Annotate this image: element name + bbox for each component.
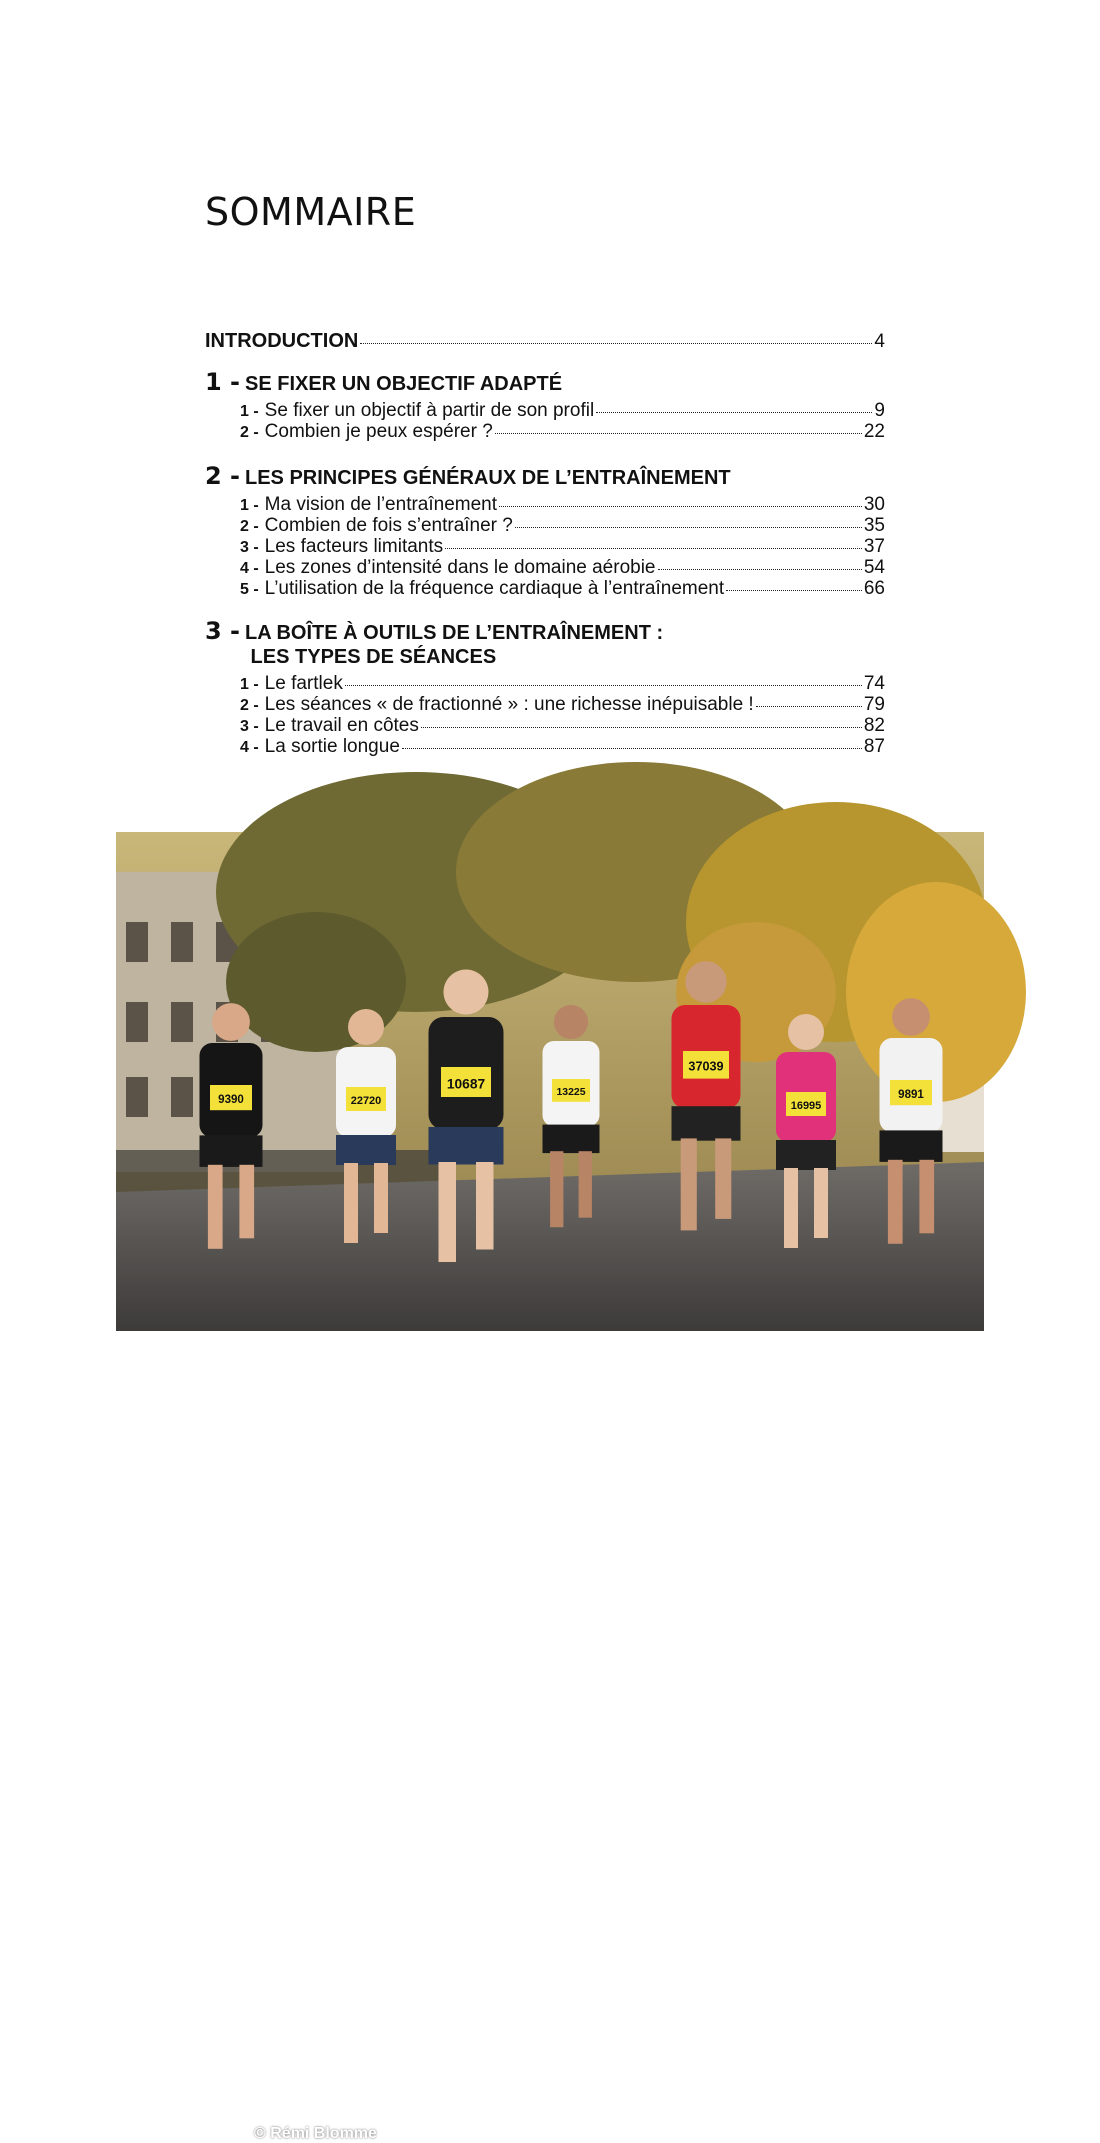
page-title: SOMMAIRE xyxy=(205,190,417,234)
chapter-title-line: LES PRINCIPES GÉNÉRAUX DE L’ENTRAÎNEMENT xyxy=(245,467,731,489)
runner-leg xyxy=(784,1168,798,1248)
race-bib-number: 37039 xyxy=(688,1059,724,1074)
toc-entry-number: 3 - xyxy=(240,539,259,556)
photo-credit: © Rémi Blomme xyxy=(254,2125,377,2142)
chapter-heading[interactable] xyxy=(205,619,885,669)
toc-page-number: 9 xyxy=(874,400,885,421)
runner-leg xyxy=(681,1138,697,1230)
runner-head xyxy=(788,1014,824,1050)
toc-page-number: 30 xyxy=(863,494,885,515)
toc-entry-label: Se fixer un objectif à partir de son profil xyxy=(264,400,595,421)
runner-head xyxy=(348,1009,384,1045)
toc-entry-label: Combien de fois s’entraîner ? xyxy=(264,515,513,536)
toc-page-number: 35 xyxy=(863,515,885,536)
race-bib-number: 16995 xyxy=(790,1100,822,1112)
runner-leg xyxy=(579,1151,592,1218)
runner-head xyxy=(892,998,930,1036)
toc-page-number: 37 xyxy=(863,536,885,557)
race-bib-number: 10687 xyxy=(446,1076,486,1092)
toc-page-number: 82 xyxy=(863,715,885,736)
runner-leg xyxy=(439,1162,457,1262)
toc-entry-label: L’utilisation de la fréquence cardiaque à l’entraînement xyxy=(264,578,725,599)
toc-entry[interactable] xyxy=(240,536,885,557)
chapter-title-line: LA BOÎTE À OUTILS DE L’ENTRAÎNEMENT : xyxy=(245,622,664,644)
toc-entry[interactable] xyxy=(240,673,885,694)
dot-leader xyxy=(445,548,862,549)
race-bib-number: 22720 xyxy=(350,1095,382,1107)
toc-chapter-2 xyxy=(205,464,885,599)
toc-entry-label: Les facteurs limitants xyxy=(264,536,444,557)
dot-leader xyxy=(495,433,862,434)
runner-leg xyxy=(239,1165,254,1239)
toc-entry-label: Combien je peux espérer ? xyxy=(264,421,493,442)
toc-entry[interactable] xyxy=(240,515,885,536)
marathon-runners-photo xyxy=(116,832,984,2142)
runner-leg xyxy=(814,1168,828,1238)
toc-page-number: 4 xyxy=(874,331,885,352)
chapter-items xyxy=(240,400,885,442)
chapter-items xyxy=(240,673,885,757)
chapter-number: 3 - xyxy=(205,617,241,645)
table-of-contents xyxy=(205,326,885,769)
chapter-items xyxy=(240,494,885,599)
toc-entry-number: 1 - xyxy=(240,497,259,514)
toc-entry-number: 4 - xyxy=(240,739,259,756)
toc-entry-number: 2 - xyxy=(240,424,259,441)
toc-entry-number: 3 - xyxy=(240,718,259,735)
runner-leg xyxy=(344,1163,358,1243)
toc-entry-number: 1 - xyxy=(240,403,259,420)
runner-shorts xyxy=(336,1135,396,1165)
toc-entry[interactable] xyxy=(240,494,885,515)
runner-leg xyxy=(919,1160,934,1234)
chapter-title xyxy=(245,466,731,490)
toc-entry-label: Les zones d’intensité dans le domaine aérobie xyxy=(264,557,656,578)
runner-head xyxy=(212,1003,250,1041)
runner-leg xyxy=(888,1160,903,1244)
runner-leg xyxy=(550,1151,563,1227)
toc-page-number: 87 xyxy=(863,736,885,757)
toc-entry-label: La sortie longue xyxy=(264,736,400,757)
dot-leader xyxy=(402,748,862,749)
toc-page-number: 79 xyxy=(863,694,885,715)
chapter-list xyxy=(205,370,885,757)
race-bib-number: 13225 xyxy=(556,1087,586,1099)
runner-shorts xyxy=(672,1106,741,1141)
toc-entry[interactable] xyxy=(240,578,885,599)
chapter-title-line: LES TYPES DE SÉANCES xyxy=(245,646,497,668)
toc-entry-label: Les séances « de fractionné » : une richesse inépuisable ! xyxy=(264,694,754,715)
runner-shorts xyxy=(429,1127,504,1165)
toc-entry[interactable] xyxy=(240,694,885,715)
chapter-title xyxy=(245,621,663,669)
toc-entry[interactable] xyxy=(240,421,885,442)
chapter-title xyxy=(245,372,562,396)
toc-entry-introduction[interactable] xyxy=(205,326,885,356)
toc-entry-number: 2 - xyxy=(240,518,259,535)
toc-entry-label: Le fartlek xyxy=(264,673,343,694)
toc-entry[interactable] xyxy=(240,736,885,757)
toc-entry-label: Le travail en côtes xyxy=(264,715,419,736)
toc-entry-label: Ma vision de l’entraînement xyxy=(264,494,498,515)
toc-entry-number: 5 - xyxy=(240,581,259,598)
dot-leader xyxy=(658,569,862,570)
toc-chapter-3 xyxy=(205,619,885,757)
runner-leg xyxy=(715,1138,731,1219)
dot-leader xyxy=(515,527,862,528)
dot-leader xyxy=(345,685,862,686)
runner-shorts xyxy=(543,1125,600,1154)
toc-page-number: 22 xyxy=(863,421,885,442)
runner-shorts xyxy=(880,1130,943,1162)
dot-leader xyxy=(726,590,862,591)
chapter-number: 2 - xyxy=(205,462,241,490)
chapter-number: 1 - xyxy=(205,368,241,396)
runner-shorts xyxy=(200,1135,263,1167)
chapter-heading[interactable] xyxy=(205,370,885,396)
runner-leg xyxy=(208,1165,223,1249)
dot-leader xyxy=(756,706,862,707)
toc-page-number: 66 xyxy=(863,578,885,599)
toc-entry-label: INTRODUCTION xyxy=(205,330,359,352)
dot-leader xyxy=(421,727,862,728)
toc-entry[interactable] xyxy=(240,400,885,421)
toc-page-number: 74 xyxy=(863,673,885,694)
toc-entry-number: 4 - xyxy=(240,560,259,577)
chapter-heading[interactable] xyxy=(205,464,885,490)
toc-chapter-1 xyxy=(205,370,885,442)
runner-head xyxy=(685,961,726,1002)
toc-entry-number: 2 - xyxy=(240,697,259,714)
chapter-title-line: SE FIXER UN OBJECTIF ADAPTÉ xyxy=(245,373,563,395)
runner-head xyxy=(554,1005,588,1039)
dot-leader xyxy=(360,343,872,344)
toc-entry-number: 1 - xyxy=(240,676,259,693)
runner-leg xyxy=(374,1163,388,1233)
toc-entry[interactable] xyxy=(240,557,885,578)
runner-shorts xyxy=(776,1140,836,1170)
toc-page-number: 54 xyxy=(863,557,885,578)
race-bib-number: 9390 xyxy=(218,1093,244,1106)
race-bib-number: 9891 xyxy=(898,1088,924,1101)
runner-head xyxy=(444,970,489,1015)
dot-leader xyxy=(596,412,872,413)
toc-entry[interactable] xyxy=(240,715,885,736)
runner-leg xyxy=(476,1162,494,1250)
dot-leader xyxy=(499,506,862,507)
